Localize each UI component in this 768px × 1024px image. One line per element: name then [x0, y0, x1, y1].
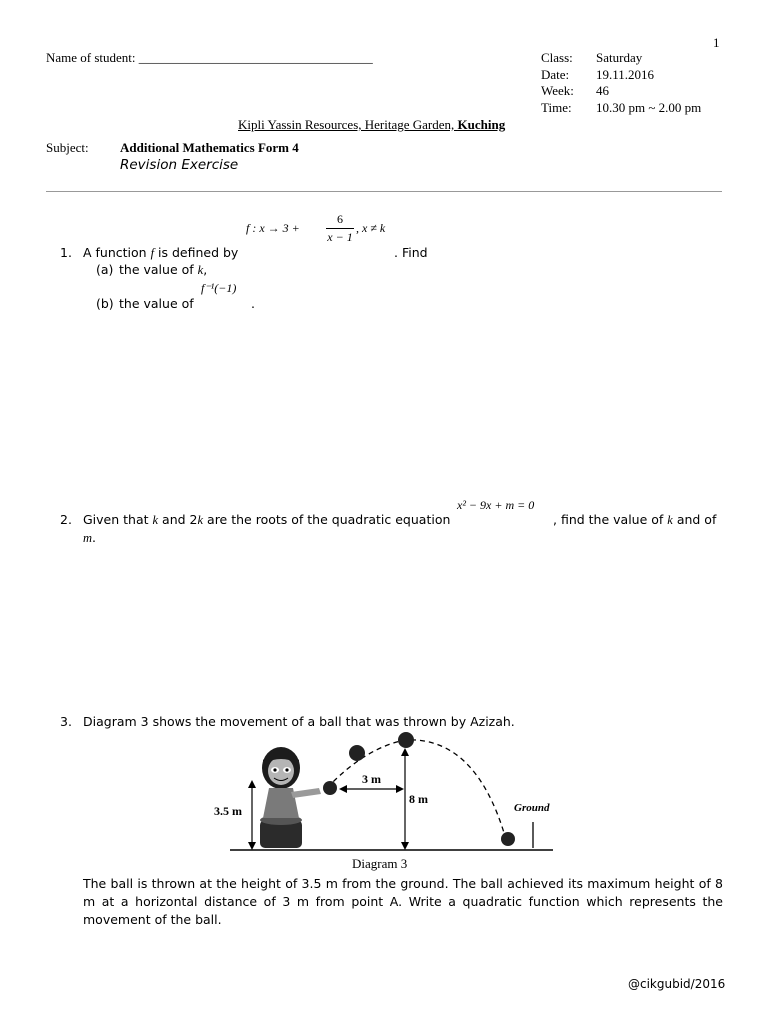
q2-text-3: are the roots of the quadratic equation	[203, 512, 451, 527]
q1-part-a-text: the value of	[119, 262, 198, 277]
q1-part-b-end: .	[251, 296, 255, 311]
label-8m: 8 m	[409, 792, 428, 806]
q2-text-1: Given that	[83, 512, 153, 527]
header-divider	[46, 191, 722, 192]
q1-part-a	[119, 262, 207, 278]
date-label: Date:	[541, 67, 570, 82]
class-value: Saturday	[596, 50, 643, 65]
q1-part-b-label: (b)	[96, 296, 114, 311]
q1-text-end: . Find	[394, 245, 428, 260]
q1-text-mid: is defined by	[154, 245, 239, 260]
q2-stem	[83, 512, 450, 528]
q2-equation: x² − 9x + m = 0	[457, 498, 535, 512]
footer-credit: @cikgubid/2016	[628, 977, 726, 991]
q2-text-4: , find the value of	[553, 512, 668, 527]
q1-number: 1.	[60, 245, 72, 260]
height-8m-arrowhead-bottom	[401, 842, 409, 850]
date-value: 19.11.2016	[596, 67, 655, 82]
diagram-caption: Diagram 3	[352, 856, 408, 871]
q1-part-a-end: ,	[203, 262, 208, 277]
subject-label: Subject:	[46, 140, 89, 155]
page-number: 1	[713, 35, 720, 50]
q1-stem	[83, 245, 238, 261]
time-label: Time:	[541, 100, 572, 115]
venue-prefix: Kipli Yassin Resources, Heritage Garden,	[238, 117, 458, 132]
subtitle: Revision Exercise	[120, 157, 239, 173]
q1-text-start: A function	[83, 245, 151, 260]
q2-k: k	[152, 513, 159, 527]
week-label: Week:	[541, 83, 574, 98]
q1-formula-num: 6	[337, 212, 343, 226]
q2-k3: k	[667, 513, 673, 527]
label-3-5m: 3.5 m	[214, 804, 242, 818]
ball-peak	[398, 732, 414, 748]
q1-formula-left: f : x → 3 +	[246, 221, 300, 235]
q1-formula-den: x − 1	[327, 230, 353, 244]
student-name-blank: ____________________________________	[138, 50, 373, 65]
q1-part-b-formula: f⁻¹(−1)	[201, 281, 237, 295]
student-name-label: Name of student:	[46, 50, 139, 65]
student-name-line	[46, 50, 373, 66]
ball-rising	[349, 745, 365, 761]
q2-number: 2.	[60, 512, 72, 527]
height-35-arrowhead-bottom	[248, 842, 256, 850]
ball-landing	[501, 832, 515, 846]
distance-3m-arrowhead-right	[396, 785, 404, 793]
q3-text: Diagram 3 shows the movement of a ball that was thrown by Azizah.	[83, 714, 515, 729]
ball-start	[323, 781, 337, 795]
q2-line2	[83, 530, 96, 546]
label-ground: Ground	[514, 802, 550, 814]
class-label: Class:	[541, 50, 573, 65]
girl-throwing-ball-illustration	[262, 747, 321, 818]
q3-paragraph: The ball is thrown at the height of 3.5 m from the ground. The ball achieved its maximum height of 8 m at a horizontal distance of 3 m from point A. Write a quadratic function which represents the movement of the ball.	[83, 876, 723, 927]
q1-fraction-bar	[326, 228, 354, 229]
time-value: 10.30 pm ~ 2.00 pm	[596, 100, 702, 115]
distance-3m-arrowhead-left	[339, 785, 347, 793]
height-8m-arrowhead-top	[401, 748, 409, 756]
diagram-3	[205, 728, 565, 854]
q1-formula-right: , x ≠ k	[356, 221, 386, 235]
q2-text-5: and of	[672, 512, 717, 527]
q1-part-a-var: k	[197, 263, 204, 277]
q1-part-a-label: (a)	[96, 262, 114, 277]
q1-formula	[246, 211, 396, 247]
venue-city: Kuching	[457, 117, 506, 132]
q1-part-b-text: the value of	[119, 296, 194, 311]
label-3m: 3 m	[362, 772, 381, 786]
venue	[238, 117, 505, 133]
q2-m: m	[83, 531, 93, 545]
q2-stem-end	[553, 512, 716, 528]
week-value: 46	[596, 83, 609, 98]
subject-value: Additional Mathematics Form 4	[120, 140, 299, 155]
height-35-arrowhead-top	[248, 780, 256, 788]
q2-text-2: and 2	[158, 512, 198, 527]
q3-number: 3.	[60, 714, 72, 729]
q1-f: f	[150, 246, 155, 260]
q2-k2: k	[197, 513, 204, 527]
q2-text-6: .	[92, 530, 97, 545]
